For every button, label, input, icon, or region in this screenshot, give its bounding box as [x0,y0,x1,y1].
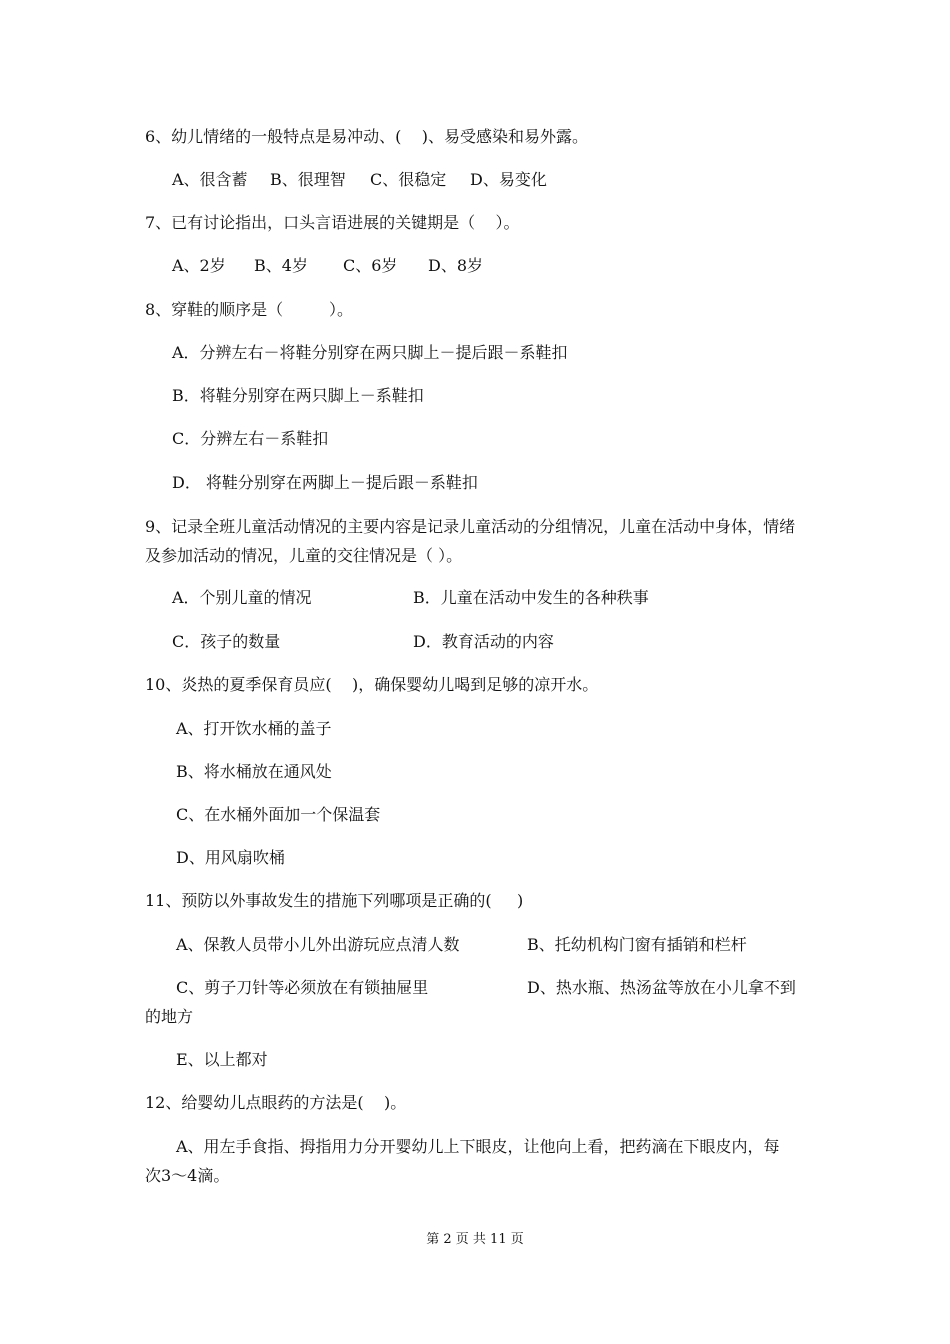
question-9-option-c: C．孩子的数量 [172,632,281,651]
question-12-option-a-continued: 次3～4滴。 [145,1166,230,1185]
question-8-option-a: A．分辨左右－将鞋分别穿在两只脚上－提后跟－系鞋扣 [172,343,568,362]
question-8-option-d: D． 将鞋分别穿在两脚上－提后跟－系鞋扣 [172,473,478,492]
question-11-option-d: D、热水瓶、热汤盆等放在小儿拿不到 [527,978,796,997]
question-11-stem: 11、预防以外事故发生的措施下列哪项是正确的( ) [145,891,524,910]
question-10-option-c: C、在水桶外面加一个保温套 [176,805,381,824]
question-11-option-c: C、剪子刀针等必须放在有锁抽屉里 [176,978,429,997]
question-10-option-a: A、打开饮水桶的盖子 [176,719,332,738]
question-8-option-b: B．将鞋分别穿在两只脚上－系鞋扣 [172,386,424,405]
question-6-option-b: B、很理智 [270,170,346,189]
question-9-stem: 9、记录全班儿童活动情况的主要内容是记录儿童活动的分组情况，儿童在活动中身体，情绪及参加活动的情况，儿童的交往情况是（ ）。 [145,517,796,565]
question-8-option-c: C．分辨左右－系鞋扣 [172,429,329,448]
question-6-option-d: D、易变化 [470,170,547,189]
question-6-option-c: C、很稳定 [370,170,447,189]
question-9-option-d: D．教育活动的内容 [413,632,554,651]
question-10-option-d: D、用风扇吹桶 [176,848,285,867]
question-6-stem: 6、幼儿情绪的一般特点是易冲动、( )、易受感染和易外露。 [145,127,589,146]
page-footer: 第 2 页 共 11 页 [426,1232,524,1247]
question-8-stem: 8、穿鞋的顺序是（ ）。 [145,300,353,319]
question-6-option-a: A、很含蓄 [172,170,248,189]
question-9-option-a: A．个别儿童的情况 [172,588,312,607]
question-9-option-b: B．儿童在活动中发生的各种秩事 [413,588,649,607]
question-7-option-d: D、8岁 [428,256,484,275]
question-11-option-e: E、以上都对 [176,1050,268,1069]
question-11-option-a: A、保教人员带小儿外出游玩应点清人数 [176,935,460,954]
question-10-option-b: B、将水桶放在通风处 [176,762,332,781]
question-7-option-c: C、6岁 [343,256,398,275]
question-7-stem: 7、已有讨论指出，口头言语进展的关键期是（ ）。 [145,213,520,232]
question-10-stem: 10、炎热的夏季保育员应( )，确保婴幼儿喝到足够的凉开水。 [145,675,599,694]
question-11-option-b: B、托幼机构门窗有插销和栏杆 [527,935,747,954]
question-7-option-b: B、4岁 [254,256,308,275]
question-7-option-a: A、2岁 [172,256,226,275]
question-12-option-a: A、用左手食指、拇指用力分开婴幼儿上下眼皮，让他向上看，把药滴在下眼皮内，每 [176,1137,780,1156]
question-12-stem: 12、给婴幼儿点眼药的方法是( )。 [145,1093,407,1112]
question-11-option-d-continued: 的地方 [145,1007,194,1026]
